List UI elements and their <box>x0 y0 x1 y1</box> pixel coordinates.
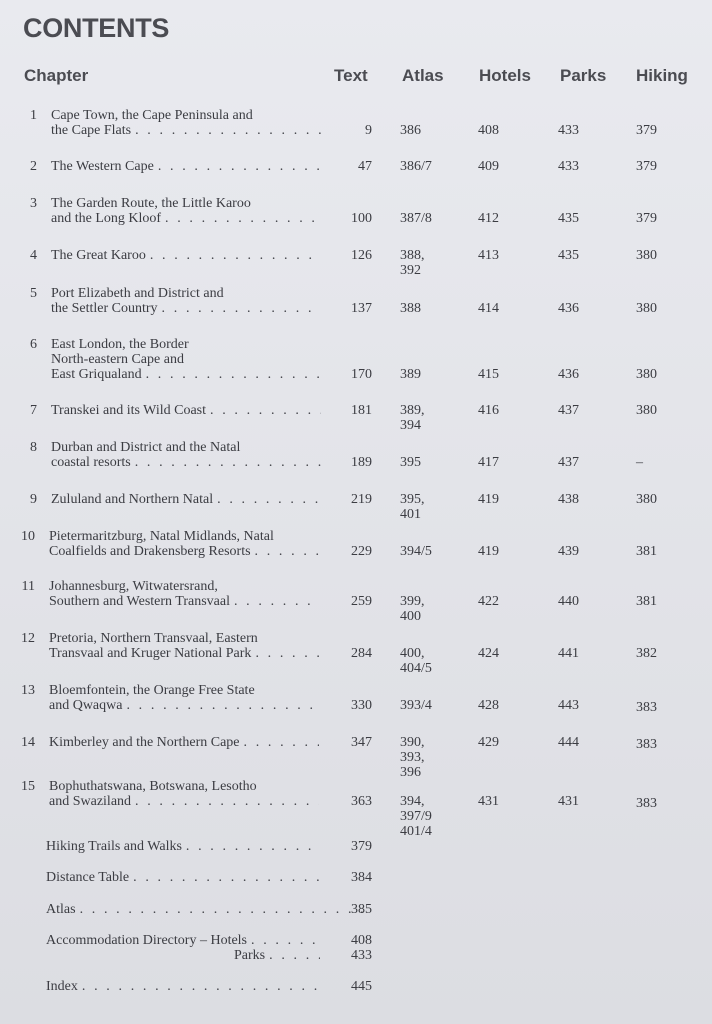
dot-leader <box>142 367 321 382</box>
extra-title <box>46 979 320 994</box>
chapter-title-text: Zululand and Northern Natal <box>51 492 214 507</box>
page-atlas[interactable] <box>400 211 432 226</box>
page-hiking[interactable]: 383 <box>636 796 657 811</box>
extra-title-line <box>46 839 320 854</box>
dot-leader <box>161 211 321 226</box>
page-text[interactable] <box>322 902 372 917</box>
page-number: 433 <box>351 948 372 963</box>
chapter-title-text: The Garden Route, the Little Karoo <box>51 196 251 211</box>
atlas-page: 400, <box>400 646 425 661</box>
chapter-number: 12 <box>21 631 35 646</box>
chapter-title-line <box>51 159 321 174</box>
dot-leader <box>213 492 321 507</box>
page-number: 379 <box>351 839 372 854</box>
chapter-title-line <box>49 698 319 713</box>
dot-leader <box>230 594 319 609</box>
chapter-number: 7 <box>30 403 37 418</box>
chapter-title-text: North-eastern Cape and <box>51 352 184 367</box>
dot-leader <box>182 839 320 854</box>
extra-title-text: Index <box>46 979 78 994</box>
page-hiking[interactable]: 379 <box>636 123 657 138</box>
extra-title-line <box>46 933 320 948</box>
page-text[interactable]: 219 <box>351 492 372 507</box>
page-hiking[interactable]: 380 <box>636 403 657 418</box>
chapter-title-text: Kimberley and the Northern Cape <box>49 735 240 750</box>
chapter-title <box>49 631 319 661</box>
page-text[interactable]: 259 <box>351 594 372 609</box>
page-text[interactable]: 126 <box>351 248 372 263</box>
extra-title-text: Accommodation Directory – Hotels <box>46 933 248 948</box>
chapter-title-text: and Swaziland <box>49 794 132 809</box>
page-parks[interactable]: 435 <box>558 248 579 263</box>
chapter-title-text: East London, the Border <box>51 337 189 352</box>
chapter-number: 4 <box>30 248 37 263</box>
chapter-number: 6 <box>30 337 37 352</box>
chapter-title-text: Durban and District and the Natal <box>51 440 241 455</box>
extra-title <box>46 839 320 854</box>
dot-leader <box>240 735 320 750</box>
atlas-page: 389, <box>400 403 425 418</box>
chapter-title-text: Cape Town, the Cape Peninsula and <box>51 108 253 123</box>
chapter-number: 11 <box>21 579 35 594</box>
page-text[interactable]: 170 <box>351 367 372 382</box>
chapter-title <box>51 286 321 316</box>
chapter-number: 15 <box>21 779 35 794</box>
atlas-page: 390, <box>400 735 425 750</box>
chapter-title-line <box>51 301 321 316</box>
page-hiking[interactable]: 383 <box>636 700 657 715</box>
page-hotels[interactable]: 424 <box>478 646 499 661</box>
page-text[interactable]: 347 <box>351 735 372 750</box>
dot-leader <box>131 455 321 470</box>
page-number: 445 <box>351 979 372 994</box>
dot-leader <box>206 403 321 418</box>
dot-leader <box>129 870 320 885</box>
chapter-title-text: coastal resorts <box>51 455 131 470</box>
page-hotels[interactable]: 417 <box>478 455 499 470</box>
chapter-title-line <box>51 286 321 301</box>
chapter-title-line <box>51 492 321 507</box>
chapter-title-text: Pietermaritzburg, Natal Midlands, Natal <box>49 529 274 544</box>
chapter-title-line <box>51 352 321 367</box>
chapter-title <box>51 440 321 470</box>
chapter-title <box>51 337 321 382</box>
chapter-title-line <box>51 337 321 352</box>
chapter-title-line <box>51 196 321 211</box>
atlas-page: 397/9 <box>400 809 432 824</box>
chapter-number: 9 <box>30 492 37 507</box>
chapter-title-line <box>49 579 319 594</box>
chapter-title-text: The Western Cape <box>51 159 154 174</box>
page-parks[interactable]: 435 <box>558 211 579 226</box>
chapter-number: 3 <box>30 196 37 211</box>
chapter-title <box>51 108 321 138</box>
chapter-title-line <box>49 594 319 609</box>
page-parks[interactable]: 437 <box>558 403 579 418</box>
chapter-title-text: Transkei and its Wild Coast <box>51 403 206 418</box>
extra-title <box>46 933 320 963</box>
page-parks[interactable]: 440 <box>558 594 579 609</box>
page-text[interactable]: 137 <box>351 301 372 316</box>
atlas-page: 395, <box>400 492 425 507</box>
atlas-page: 400 <box>400 609 421 624</box>
chapter-title-text: Bophuthatswana, Botswana, Lesotho <box>49 779 257 794</box>
page-number: 385 <box>351 902 372 917</box>
page-hotels[interactable]: 413 <box>478 248 499 263</box>
chapter-title-line <box>49 544 319 559</box>
page-hotels[interactable]: 429 <box>478 735 499 750</box>
chapter-title-line <box>51 367 321 382</box>
page-hotels[interactable]: 419 <box>478 492 499 507</box>
page-text[interactable]: 330 <box>351 698 372 713</box>
page-text[interactable]: 181 <box>351 403 372 418</box>
atlas-page: 394/5 <box>400 544 432 559</box>
chapter-title-line <box>49 735 319 750</box>
chapter-title-line <box>51 123 321 138</box>
chapter-title-text: and the Long Kloof <box>51 211 162 226</box>
page-parks[interactable]: 441 <box>558 646 579 661</box>
page-text[interactable]: 9 <box>365 123 372 138</box>
chapter-title <box>51 492 321 507</box>
chapter-number: 2 <box>30 159 37 174</box>
page-parks[interactable]: 437 <box>558 455 579 470</box>
page-hiking[interactable]: 379 <box>636 211 657 226</box>
chapter-title-line <box>49 779 319 794</box>
page-hiking[interactable]: 380 <box>636 248 657 263</box>
chapter-title-text: Southern and Western Transvaal <box>49 594 230 609</box>
page-hotels[interactable]: 428 <box>478 698 499 713</box>
dot-leader <box>247 933 320 948</box>
page-atlas[interactable] <box>400 594 425 624</box>
chapter-title-text: The Great Karoo <box>51 248 146 263</box>
page-number: 384 <box>351 870 372 885</box>
page-text[interactable] <box>322 933 372 963</box>
header-atlas: Atlas <box>402 66 444 85</box>
header-text: Text <box>334 66 368 85</box>
dot-leader <box>158 301 321 316</box>
page-parks[interactable]: 444 <box>558 735 579 750</box>
chapter-title-text: Transvaal and Kruger National Park <box>49 646 252 661</box>
chapter-title-text: the Cape Flats <box>51 123 132 138</box>
extra-title-line <box>46 870 320 885</box>
extra-sub-line <box>46 948 320 963</box>
header-hotels: Hotels <box>479 66 531 85</box>
header-hiking: Hiking <box>636 66 688 85</box>
page-atlas[interactable] <box>400 159 432 174</box>
page-hiking[interactable]: – <box>636 455 643 470</box>
chapter-number: 1 <box>30 108 37 123</box>
chapter-title-text: the Settler Country <box>51 301 158 316</box>
chapter-title-text: and Qwaqwa <box>49 698 123 713</box>
chapter-title-line <box>51 248 321 263</box>
chapter-title-text: Johannesburg, Witwatersrand, <box>49 579 218 594</box>
chapter-title <box>49 735 319 750</box>
extra-title-text: Atlas <box>46 902 76 917</box>
dot-leader <box>146 248 321 263</box>
dot-leader <box>131 794 319 809</box>
header-chapter: Chapter <box>24 66 89 85</box>
chapter-title-line <box>51 440 321 455</box>
atlas-page: 394 <box>400 418 421 433</box>
atlas-page: 392 <box>400 263 421 278</box>
dot-leader <box>154 159 321 174</box>
atlas-page: 396 <box>400 765 421 780</box>
page-number: 408 <box>351 933 372 948</box>
atlas-page: 389 <box>400 367 421 382</box>
page-atlas[interactable] <box>400 403 425 433</box>
page-atlas[interactable] <box>400 492 425 522</box>
page-hiking[interactable]: 380 <box>636 492 657 507</box>
atlas-page: 394, <box>400 794 425 809</box>
chapter-title <box>51 159 321 174</box>
chapter-title-line <box>49 646 319 661</box>
dot-leader <box>265 948 320 963</box>
page-hiking[interactable]: 381 <box>636 544 657 559</box>
page-atlas[interactable] <box>400 646 432 676</box>
page-hiking[interactable]: 381 <box>636 594 657 609</box>
atlas-page: 404/5 <box>400 661 432 676</box>
page-hotels[interactable]: 422 <box>478 594 499 609</box>
extra-title-text: Distance Table <box>46 870 130 885</box>
page-atlas[interactable] <box>400 698 432 713</box>
page-hotels[interactable]: 415 <box>478 367 499 382</box>
page-text[interactable] <box>322 870 372 885</box>
page-hiking[interactable]: 380 <box>636 301 657 316</box>
chapter-number: 14 <box>21 735 35 750</box>
page-parks[interactable]: 436 <box>558 301 579 316</box>
page-atlas[interactable] <box>400 455 421 470</box>
chapter-title <box>49 779 319 809</box>
chapter-title <box>51 248 321 263</box>
atlas-page: 388, <box>400 248 425 263</box>
atlas-page: 388 <box>400 301 421 316</box>
chapter-title-line <box>49 529 319 544</box>
extra-title-text: Hiking Trails and Walks <box>46 839 182 854</box>
page-atlas[interactable] <box>400 367 421 382</box>
page-hotels[interactable]: 431 <box>478 794 499 809</box>
page-text[interactable]: 363 <box>351 794 372 809</box>
page-parks[interactable]: 438 <box>558 492 579 507</box>
page-hotels[interactable]: 419 <box>478 544 499 559</box>
atlas-page: 393/4 <box>400 698 432 713</box>
chapter-title-line <box>51 403 321 418</box>
page-atlas[interactable] <box>400 248 425 278</box>
page-hotels[interactable]: 412 <box>478 211 499 226</box>
page-atlas[interactable] <box>400 735 425 780</box>
dot-leader <box>251 646 319 661</box>
page-atlas[interactable] <box>400 794 432 839</box>
dot-leader <box>131 123 321 138</box>
page-hotels[interactable]: 416 <box>478 403 499 418</box>
page-hiking[interactable]: 379 <box>636 159 657 174</box>
page-atlas[interactable] <box>400 544 432 559</box>
chapter-title <box>49 579 319 609</box>
page-hiking[interactable]: 383 <box>636 737 657 752</box>
extra-sub-text: Parks <box>234 948 266 963</box>
atlas-page: 386/7 <box>400 159 432 174</box>
page-text[interactable] <box>322 979 372 994</box>
chapter-title-line <box>51 108 321 123</box>
page-hiking[interactable]: 380 <box>636 367 657 382</box>
chapter-title <box>51 196 321 226</box>
chapter-title <box>49 683 319 713</box>
page-hotels[interactable]: 414 <box>478 301 499 316</box>
chapter-title-text: Port Elizabeth and District and <box>51 286 224 301</box>
extra-title-line <box>46 979 320 994</box>
chapter-title-line <box>49 794 319 809</box>
chapter-number: 13 <box>21 683 35 698</box>
page-text[interactable] <box>322 839 372 854</box>
chapter-title-text: Coalfields and Drakensberg Resorts <box>49 544 251 559</box>
atlas-page: 386 <box>400 123 421 138</box>
chapter-title-text: Pretoria, Northern Transvaal, Eastern <box>49 631 258 646</box>
page-hotels[interactable]: 409 <box>478 159 499 174</box>
page-text[interactable]: 47 <box>358 159 372 174</box>
extra-title <box>46 870 320 885</box>
dot-leader <box>78 979 320 994</box>
chapter-title <box>49 529 319 559</box>
page-title: CONTENTS <box>23 13 170 43</box>
atlas-page: 401 <box>400 507 421 522</box>
chapter-title-line <box>51 211 321 226</box>
page-parks[interactable]: 433 <box>558 159 579 174</box>
chapter-title-line <box>49 631 319 646</box>
page-atlas[interactable] <box>400 301 421 316</box>
chapter-title <box>51 403 321 418</box>
page-text[interactable]: 189 <box>351 455 372 470</box>
atlas-page: 399, <box>400 594 425 609</box>
chapter-title-line <box>51 455 321 470</box>
chapter-number: 10 <box>21 529 35 544</box>
dot-leader <box>122 698 319 713</box>
chapter-title-text: Bloemfontein, the Orange Free State <box>49 683 255 698</box>
atlas-page: 401/4 <box>400 824 432 839</box>
atlas-page: 387/8 <box>400 211 432 226</box>
page-parks[interactable]: 436 <box>558 367 579 382</box>
chapter-title-line <box>49 683 319 698</box>
page-text[interactable]: 100 <box>351 211 372 226</box>
page-text[interactable]: 229 <box>351 544 372 559</box>
page-text[interactable]: 284 <box>351 646 372 661</box>
page-parks[interactable]: 431 <box>558 794 579 809</box>
page-parks[interactable]: 433 <box>558 123 579 138</box>
page-atlas[interactable] <box>400 123 421 138</box>
chapter-number: 8 <box>30 440 37 455</box>
page-parks[interactable]: 439 <box>558 544 579 559</box>
page-hiking[interactable]: 382 <box>636 646 657 661</box>
atlas-page: 393, <box>400 750 425 765</box>
header-parks: Parks <box>560 66 607 85</box>
dot-leader <box>251 544 319 559</box>
atlas-page: 395 <box>400 455 421 470</box>
page-hotels[interactable]: 408 <box>478 123 499 138</box>
chapter-title-text: East Griqualand <box>51 367 142 382</box>
page-parks[interactable]: 443 <box>558 698 579 713</box>
chapter-number: 5 <box>30 286 37 301</box>
